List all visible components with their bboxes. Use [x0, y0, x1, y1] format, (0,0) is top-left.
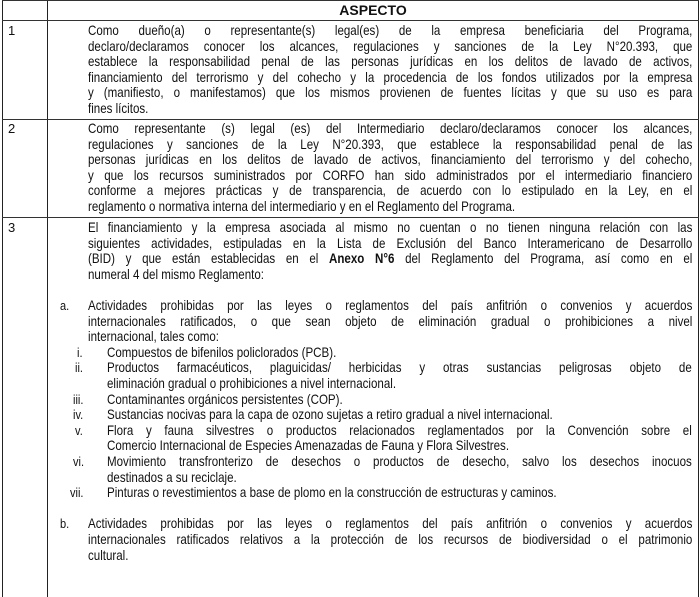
list-marker: ii. [75, 360, 83, 376]
text-line: Contaminantes orgánicos persistentes (COP). [107, 391, 343, 407]
column-header-aspecto: ASPECTO [339, 2, 407, 18]
row-3-intro [88, 220, 692, 282]
text-line: siguientes actividades, estipuladas en la Lista de Exclusión del Banco Interamericano de Desarrollo [88, 235, 693, 251]
text-line: Como representante (s) legal (es) del Intermediario declaro/declaramos conocer los alcances, [88, 121, 693, 136]
sub-item [107, 485, 692, 501]
row-1-text [88, 23, 692, 117]
text-line: establece la responsabilidad penal de las personas jurídicas en los delitos de lavado de activos, [88, 54, 693, 70]
text-fragment: del Reglamento del Programa, así como en el [394, 251, 693, 267]
text-line: personas jurídicas en los delitos de lavado de activos, financiamiento del terrorismo y del cohecho, [88, 152, 693, 168]
sub-item [107, 407, 692, 423]
text-line: declaro/declaramos conocer los alcances, regulaciones y sanciones de la Ley N°20.393, que [88, 38, 693, 54]
sub-item [107, 345, 692, 361]
row-number: 1 [8, 23, 16, 38]
list-marker: vi. [73, 454, 85, 469]
text-line [88, 251, 692, 267]
text-line: Productos farmacéuticos, plaguicidas/ herbicidas y otras sustancias peligrosas objeto de [107, 360, 692, 376]
row-divider [2, 20, 699, 21]
text-line: Flora y fauna silvestres o productos relacionados reglamentados por la Convención sobre el [107, 422, 692, 438]
text-line: fines lícitos. [88, 100, 149, 116]
list-marker: i. [77, 344, 83, 360]
text-line: y que los recursos suministrados por CORFO han sido administrados por el intermediario financiero [88, 167, 693, 183]
list-marker: vii. [70, 485, 84, 501]
row-2-text [88, 121, 692, 215]
text-line: Actividades prohibidas por las leyes o reglamentos del país anfitrión o convenios y acuerdos [88, 298, 693, 313]
text-line: Actividades prohibidas por las leyes o reglamentos del país anfitrión o convenios y acuerdos [88, 516, 693, 532]
sub-item [107, 392, 692, 408]
text-line: El financiamiento y la empresa asociada al mismo no cuentan o no tienen ninguna relación con las [88, 220, 693, 235]
text-line: y (manifiesto, o manifestamos) que los mismos provienen de fuentes lícitas y que su uso es para [88, 85, 693, 101]
text-line: Comercio Internacional de Especies Amenazadas de Fauna y Flora Silvestres. [107, 438, 510, 454]
text-line: conforme a mejores prácticas y de transparencia, de acuerdo con lo estipulado en la Ley, en el [88, 183, 693, 199]
sub-item [107, 423, 692, 454]
row-divider [2, 217, 699, 218]
sub-item [107, 454, 692, 485]
row-number: 3 [8, 220, 16, 235]
text-line: Sustancias nocivas para la capa de ozono sujetas a retiro gradual a nivel internacional. [107, 407, 553, 423]
text-line: eliminación gradual o prohibiciones a nivel internacional. [107, 375, 397, 391]
text-line: destinados a su reciclaje. [107, 469, 237, 485]
annex-reference: Anexo N°6 [329, 251, 395, 267]
list-marker: iv. [73, 407, 84, 423]
list-marker: b. [60, 516, 70, 532]
column-divider [47, 0, 48, 597]
text-line: Pinturas o revestimientos a base de plomo en la construcción de estructuras y caminos. [107, 485, 557, 501]
row-divider [2, 119, 699, 120]
list-item-b [88, 516, 692, 563]
sub-item [107, 360, 692, 391]
text-fragment: (BID) y que están establecidas en el [88, 251, 330, 267]
table-border-right [698, 0, 699, 597]
list-marker: iii. [73, 391, 84, 407]
table-border-top [2, 0, 699, 1]
row-number: 2 [8, 121, 16, 136]
list-item-a [88, 298, 692, 345]
table-border-left [2, 0, 3, 597]
text-line: regulaciones y sanciones de la Ley N°20.393, que establece la responsabilidad penal de las [88, 136, 693, 152]
text-line: internacionales ratificados relativos a la protección de los recursos de biodiversidad o el patrimonio [88, 531, 693, 547]
text-line: Movimiento transfronterizo de desechos o productos de desecho, salvo los desechos inocuos [107, 454, 692, 469]
text-line: Compuestos de bifenilos policlorados (PCB). [107, 344, 337, 360]
text-line: cultural. [88, 547, 129, 563]
text-line: Como dueño(a) o representante(s) legal(es) de la empresa beneficiaria del Programa, [88, 23, 693, 38]
text-line: financiamiento del terrorismo y del cohecho y la procedencia de los fondos utilizados por la empresa [88, 69, 693, 85]
list-marker: a. [60, 298, 70, 313]
text-line: internacionales ratificados, o que sean objeto de eliminación gradual o prohibiciones a nivel [88, 313, 693, 329]
text-line: reglamento o normativa interna del intermediario y en el Reglamento del Programa. [88, 198, 516, 214]
text-line: numeral 4 del mismo Reglamento: [88, 266, 264, 282]
list-marker: v. [75, 422, 83, 438]
text-line: internacional, tales como: [88, 329, 220, 345]
